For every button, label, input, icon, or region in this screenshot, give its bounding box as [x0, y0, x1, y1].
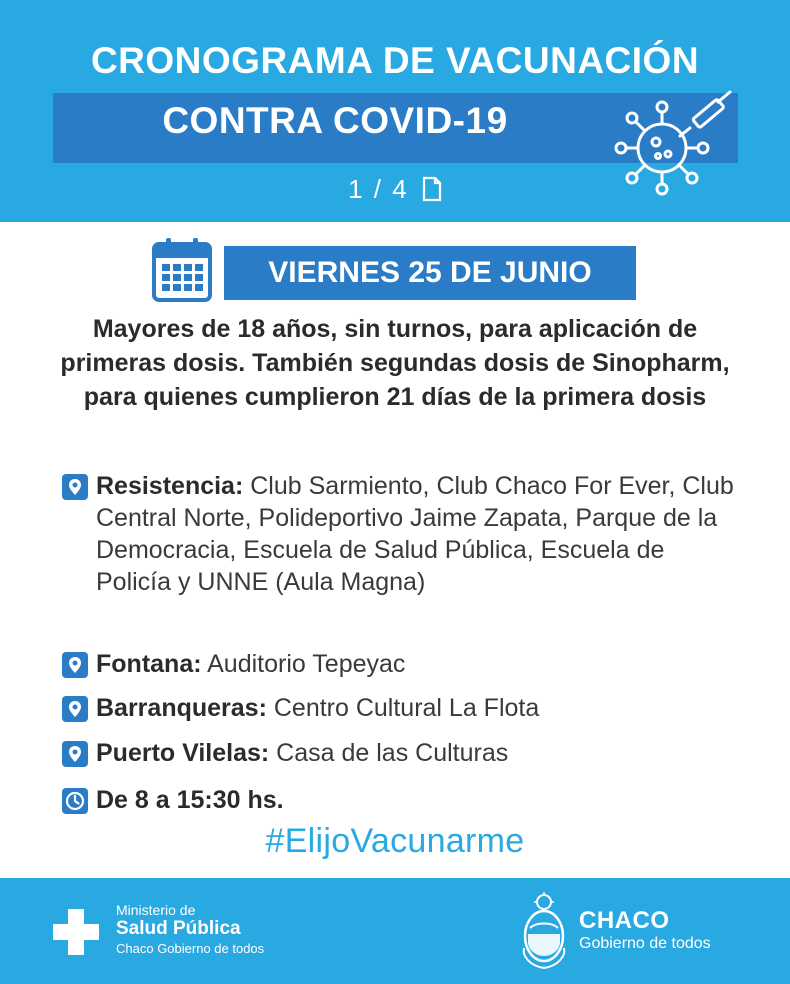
chaco-shield-icon — [520, 892, 568, 970]
location-item-fontana — [62, 648, 742, 680]
location-item-puerto-vilelas — [62, 737, 742, 769]
location-pin-icon — [62, 696, 88, 722]
clock-icon — [62, 788, 88, 814]
location-city: Fontana: — [96, 650, 202, 678]
date-heading: VIERNES 25 DE JUNIO — [224, 246, 636, 300]
chaco-logo — [579, 908, 711, 954]
location-places: Casa de las Culturas — [276, 739, 509, 767]
ministry-logo — [116, 902, 264, 958]
page-indicator-text: 1 / 4 — [348, 174, 409, 204]
hashtag: #ElijoVacunarme — [265, 822, 525, 860]
location-city: Barranqueras: — [96, 694, 267, 722]
chaco-label-sub: Gobierno de todos — [579, 935, 711, 952]
title-line-2: CONTRA COVID-19 — [162, 100, 508, 141]
title-line-1: CRONOGRAMA DE VACUNACIÓN — [90, 40, 700, 81]
location-city: Puerto Vilelas: — [96, 739, 270, 767]
location-item-barranqueras — [62, 692, 742, 724]
header-banner — [0, 0, 790, 222]
document-icon — [422, 176, 442, 202]
ministry-label-sub: Chaco Gobierno de todos — [116, 941, 265, 956]
schedule-hours: De 8 a 15:30 hs. — [96, 786, 284, 814]
page-indicator — [0, 174, 790, 205]
location-places: Club Sarmiento, Club Chaco For Ever, Club Central Norte, Polideportivo Jaime Zapata, Parque de la Democracia, Escuela de Salud Pública, Escuela de Policía y UNNE (Aula Magna) — [96, 472, 734, 596]
calendar-icon — [152, 236, 212, 302]
location-places: Centro Cultural La Flota — [273, 694, 540, 722]
ministry-label-big: Salud Pública — [116, 918, 241, 939]
health-cross-icon — [52, 908, 100, 956]
location-pin-icon — [62, 741, 88, 767]
location-city: Resistencia: — [96, 472, 244, 500]
footer-banner — [0, 878, 790, 984]
location-item-resistencia — [62, 470, 742, 598]
location-pin-icon — [62, 474, 88, 500]
chaco-label-big: CHACO — [579, 907, 670, 934]
location-places: Auditorio Tepeyac — [207, 650, 406, 678]
schedule-item — [62, 784, 742, 816]
eligibility-description: Mayores de 18 años, sin turnos, para aplicación de primeras dosis. También segundas dosis de Sinopharm, para quienes cumplieron 21 días de la primera dosis — [60, 315, 730, 411]
location-pin-icon — [62, 652, 88, 678]
ministry-label-small: Ministerio de — [116, 902, 196, 918]
